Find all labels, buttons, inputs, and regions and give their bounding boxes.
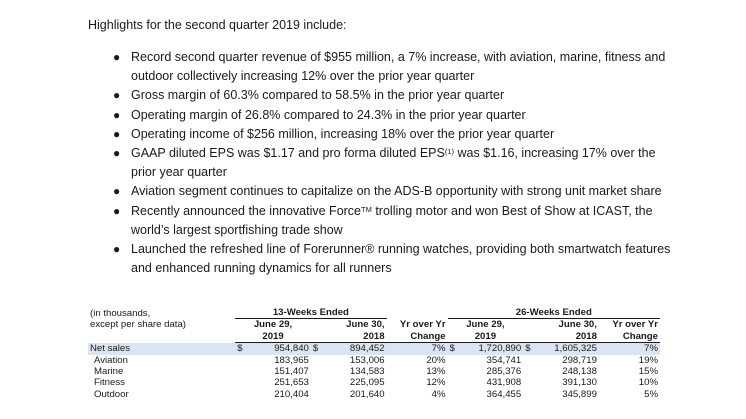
bullet-text: Recently announced the innovative Force <box>131 203 362 218</box>
row-label: Aviation <box>94 354 128 366</box>
bullet-text: GAAP diluted EPS was $1.17 and pro forma diluted EPS <box>131 146 445 161</box>
cell-change: 4% <box>431 388 446 400</box>
currency-symbol: $ <box>523 343 534 355</box>
unit-note: (in thousands, <box>90 307 151 319</box>
cell-change: 5% <box>644 388 658 400</box>
currency-symbol: $ <box>235 343 246 355</box>
cell-value: 153,006 <box>349 354 385 366</box>
bullet-text: Gross margin of 60.3% compared to 58.5% in the prior year quarter <box>131 88 505 103</box>
table-row <box>88 377 660 388</box>
segment-revenue-table <box>88 307 660 400</box>
cell-value: 151,407 <box>274 366 309 378</box>
cell-change: 10% <box>638 377 658 389</box>
col-header-yoy: Yr over Yr <box>399 319 446 331</box>
cell-value: 248,138 <box>562 366 597 378</box>
cell-value: 354,741 <box>486 354 522 366</box>
bullet-icon: ● <box>113 126 121 141</box>
cell-value: 364,455 <box>486 388 522 400</box>
cell-value: 285,376 <box>486 366 522 378</box>
cell-change: 15% <box>638 366 658 378</box>
cell-value: 225,095 <box>349 377 385 389</box>
col-header-date: June 30, <box>346 319 385 331</box>
bullet-icon: ● <box>113 184 121 199</box>
cell-value: 1,605,325 <box>534 343 599 355</box>
table-row <box>88 366 660 377</box>
bullet-icon: ● <box>113 107 121 122</box>
bullet-icon: ● <box>113 88 121 103</box>
section-intro: Highlights for the second quarter 2019 include: <box>88 18 347 32</box>
list-item <box>113 240 673 278</box>
table-row <box>88 355 660 366</box>
list-item <box>113 106 673 125</box>
list-item <box>113 182 673 201</box>
list-item <box>113 144 673 182</box>
list-item <box>113 86 673 105</box>
group-header-13-weeks: 13-Weeks Ended <box>235 307 386 319</box>
bullet-text-cont: was $1.16, increasing 17% over the prior year quarter <box>131 146 656 180</box>
footnote-marker: (1) <box>444 147 455 157</box>
col-header-year: 2019 <box>235 331 311 343</box>
table-row <box>88 343 660 355</box>
list-item <box>113 202 673 240</box>
group-header-26-weeks: 26-Weeks Ended <box>448 307 660 319</box>
bullet-text: Operating margin of 26.8% compared to 24.3% in the prior year quarter <box>131 107 526 122</box>
col-header-change: Change <box>599 331 660 343</box>
cell-change: 7% <box>599 343 660 355</box>
bullet-icon: ● <box>113 203 121 218</box>
col-header-year: 2019 <box>448 331 524 343</box>
currency-symbol: $ <box>448 343 459 355</box>
col-header-date: June 29, <box>253 319 293 331</box>
cell-value: 894,452 <box>321 343 386 355</box>
bullet-text: Operating income of $256 million, increasing 18% over the prior year quarter <box>131 126 555 141</box>
cell-change: 20% <box>426 354 446 366</box>
row-label: Outdoor <box>94 388 129 400</box>
cell-value: 345,899 <box>562 388 597 400</box>
bullet-text-cont: trolling motor and won Best of Show at ICAST, the world’s largest sportfishing trade show <box>131 203 653 237</box>
cell-change: 7% <box>387 343 448 355</box>
cell-value: 954,840 <box>246 343 311 355</box>
cell-value: 1,720,890 <box>458 343 523 355</box>
bullet-text: Aviation segment continues to capitalize on the ADS-B opportunity with strong unit market share <box>131 184 662 199</box>
cell-change: 12% <box>426 377 446 389</box>
cell-value: 298,719 <box>562 354 597 366</box>
bullet-icon: ● <box>113 50 121 64</box>
bullet-icon: ● <box>113 146 121 161</box>
currency-symbol: $ <box>311 343 322 355</box>
cell-change: 19% <box>638 354 658 366</box>
cell-value: 431,908 <box>486 377 522 389</box>
bullet-icon: ● <box>113 242 121 257</box>
col-header-date: June 30, <box>558 319 597 331</box>
row-label: Net sales <box>88 343 235 355</box>
table-row <box>88 389 660 400</box>
cell-change: 13% <box>426 366 446 378</box>
cell-value: 251,653 <box>274 377 309 389</box>
cell-value: 183,965 <box>274 354 309 366</box>
bullet-text: Record second quarter revenue of $955 million, a 7% increase, with aviation, marine, fitness and outdoor collectively increasing 12% over the prior year quarter <box>131 50 666 84</box>
unit-note: except per share data) <box>90 319 186 331</box>
row-label: Fitness <box>94 377 125 389</box>
cell-value: 201,640 <box>349 388 385 400</box>
col-header-date: June 29, <box>466 319 505 331</box>
col-header-yoy: Yr over Yr <box>612 319 658 331</box>
highlights-list <box>113 48 673 278</box>
cell-value: 391,130 <box>562 377 597 389</box>
list-item <box>113 48 673 86</box>
trademark-marker: TM <box>361 204 372 214</box>
list-item <box>113 125 673 144</box>
bullet-text: Launched the refreshed line of Forerunner® running watches, providing both smartwatch features and enhanced running dynamics for all runners <box>131 242 671 276</box>
row-label: Marine <box>94 366 124 378</box>
col-header-year: 2018 <box>523 331 599 343</box>
col-header-change: Change <box>387 331 448 343</box>
cell-value: 210,404 <box>274 388 309 400</box>
cell-value: 134,583 <box>349 366 385 378</box>
col-header-year: 2018 <box>311 331 387 343</box>
